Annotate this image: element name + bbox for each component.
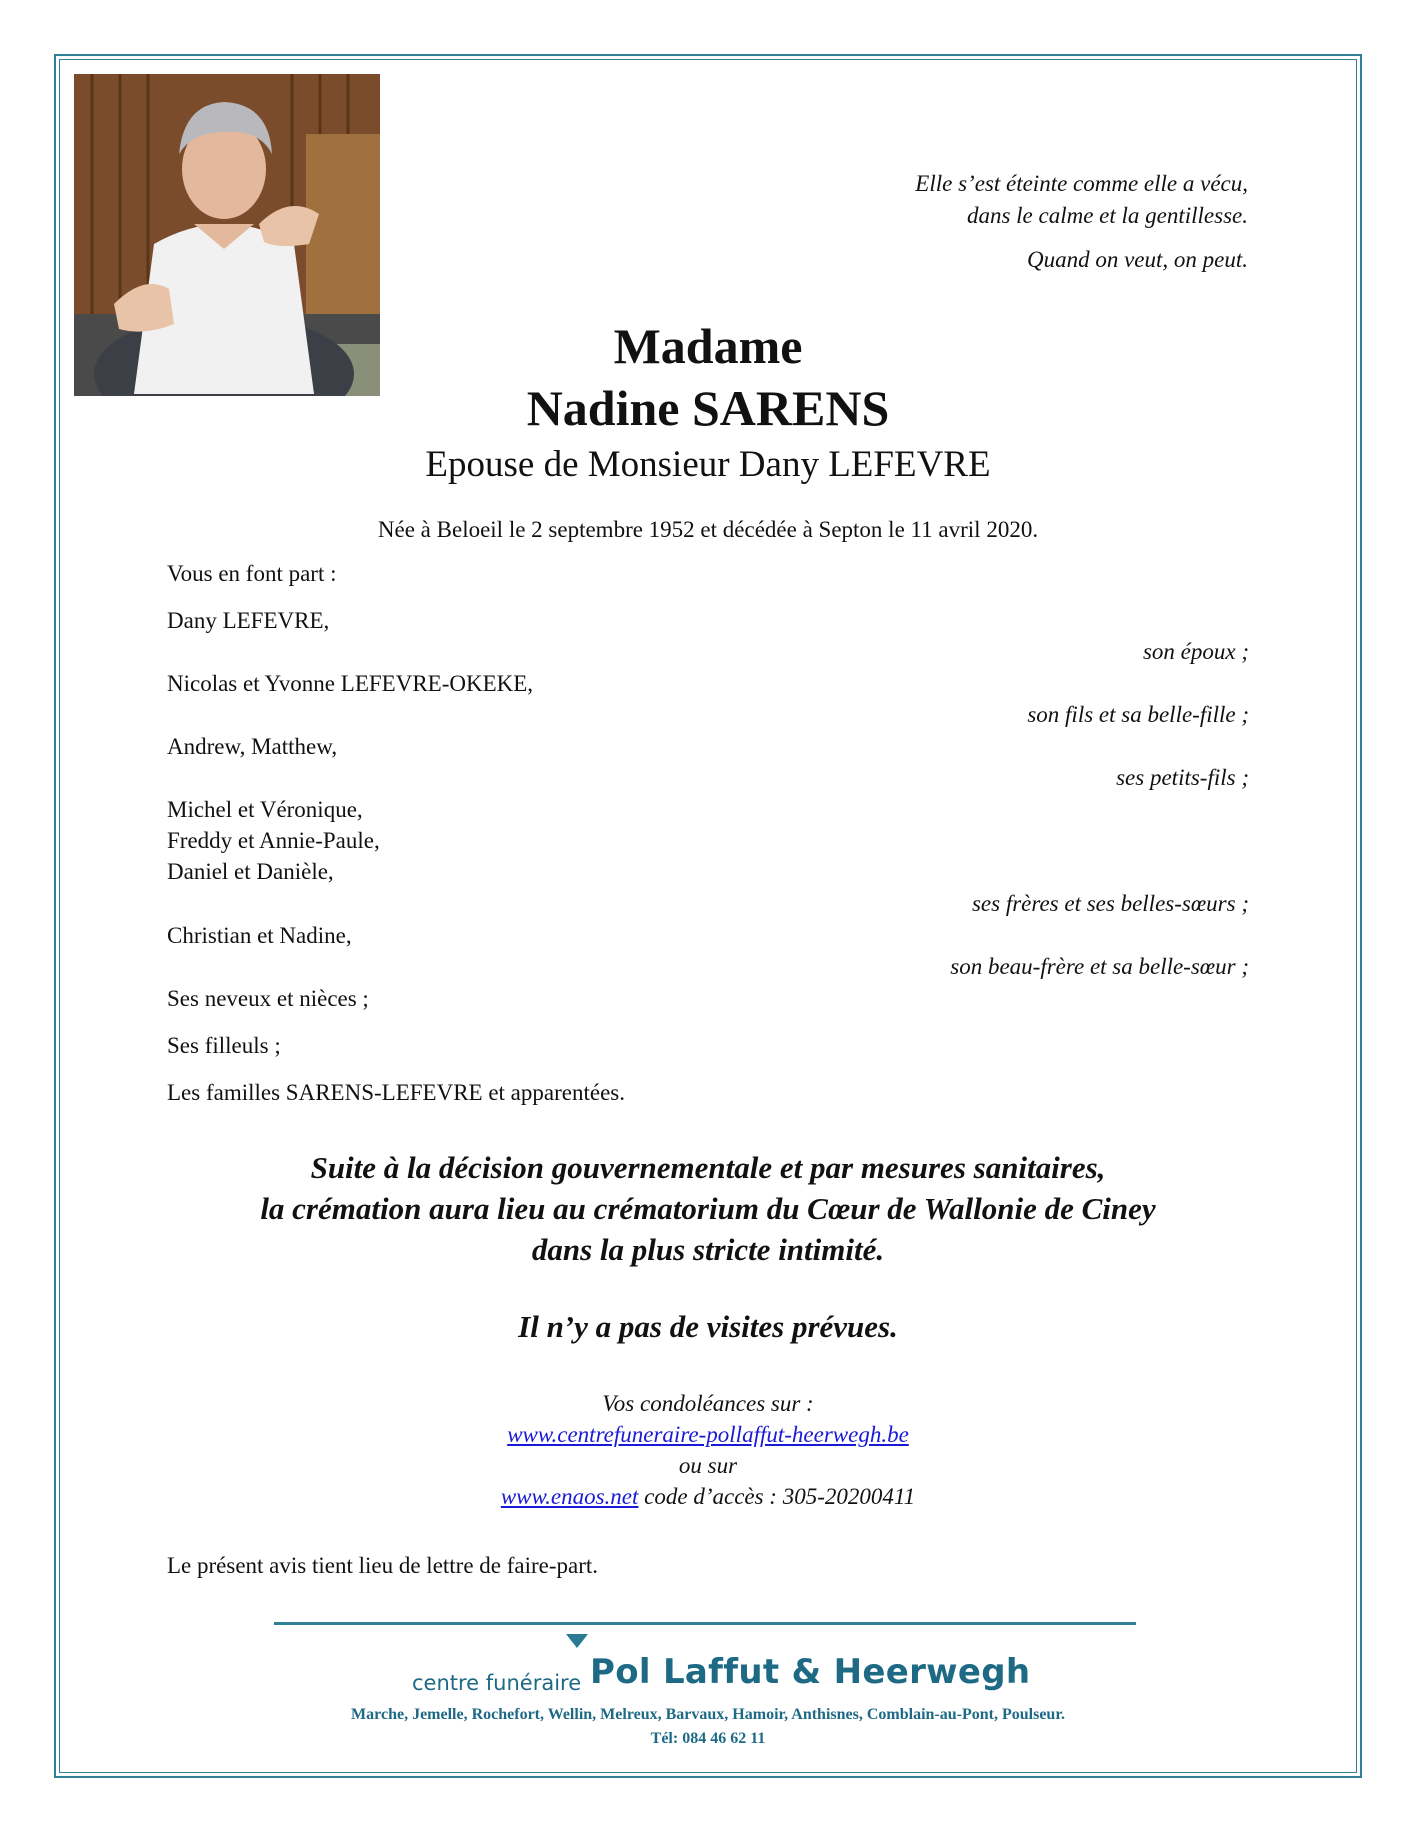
closing-text: Le présent avis tient lieu de lettre de faire-part.: [167, 1553, 599, 1578]
notice-line-2: la crémation aura lieu au crématorium du Cœur de Wallonie de Ciney: [260, 1191, 1156, 1226]
epigraph-line-1: Elle s’est éteinte comme elle a vécu,: [915, 171, 1248, 196]
honorific: Madame: [613, 318, 803, 374]
extra-mention: Ses neveux et nièces ;: [167, 986, 369, 1011]
family-member-names: Michel et Véronique,: [167, 797, 363, 822]
family-relation: son époux ;: [1142, 639, 1249, 664]
footer-divider: [274, 1622, 1136, 1625]
access-code: code d’accès : 305-20200411: [644, 1484, 916, 1509]
birth-death-dates: Née à Beloeil le 2 septembre 1952 et décédée à Septon le 11 avril 2020.: [377, 517, 1039, 542]
family-member-names: Nicolas et Yvonne LEFEVRE-OKEKE,: [167, 671, 534, 696]
condolences-link-row: [0, 1419, 1416, 1450]
enaos-link[interactable]: www.enaos.net: [500, 1484, 639, 1509]
visits-notice: Il n’y a pas de visites prévues.: [518, 1309, 898, 1344]
condolences-or: ou sur: [678, 1453, 738, 1478]
footer-towns: Marche, Jemelle, Rochefort, Wellin, Melreux, Barvaux, Hamoir, Anthisnes, Comblain-au-Pont, Poulseur.: [351, 1706, 1065, 1723]
family-relation: son fils et sa belle-fille ;: [1027, 702, 1249, 727]
family-relation: ses petits-fils ;: [1116, 765, 1249, 790]
epigraph-line-2: dans le calme et la gentillesse.: [966, 203, 1248, 228]
family-list: [167, 558, 1249, 1118]
logo-subtitle: centre funéraire: [412, 1671, 582, 1695]
family-member-names: Dany LEFEVRE,: [167, 608, 330, 633]
family-member-names: Andrew, Matthew,: [167, 734, 338, 759]
notice-line-3: dans la plus stricte intimité.: [531, 1232, 885, 1267]
condolences-code-row: [0, 1481, 1416, 1512]
family-member-names: Daniel et Danièle,: [167, 859, 334, 884]
extra-mention: Ses filleuls ;: [167, 1033, 281, 1058]
family-relation: ses frères et ses belles-sœurs ;: [971, 891, 1249, 916]
logo-name: Pol Laffut & Heerwegh: [590, 1652, 1031, 1692]
family-member-names: Christian et Nadine,: [167, 923, 352, 948]
funeral-home-link[interactable]: www.centrefuneraire-pollaffut-heerwegh.be: [507, 1422, 909, 1447]
deceased-name: Nadine SARENS: [526, 380, 890, 436]
epigraph-quote: Quand on veut, on peut.: [1026, 247, 1248, 272]
notice-line-1: Suite à la décision gouvernementale et par mesures sanitaires,: [310, 1150, 1106, 1185]
footer-phone: Tél: 084 46 62 11: [650, 1730, 766, 1747]
condolences-label: Vos condoléances sur :: [602, 1391, 814, 1416]
spouse-line: Epouse de Monsieur Dany LEFEVRE: [425, 444, 991, 485]
epigraph: [915, 168, 1248, 276]
intro-text: Vous en font part :: [167, 561, 337, 586]
family-member-names: Freddy et Annie-Paule,: [167, 828, 380, 853]
logo-triangle-icon: [566, 1634, 588, 1648]
family-relation: son beau-frère et sa belle-sœur ;: [950, 954, 1249, 979]
extra-mention: Les familles SARENS-LEFEVRE et apparentées.: [167, 1080, 625, 1105]
